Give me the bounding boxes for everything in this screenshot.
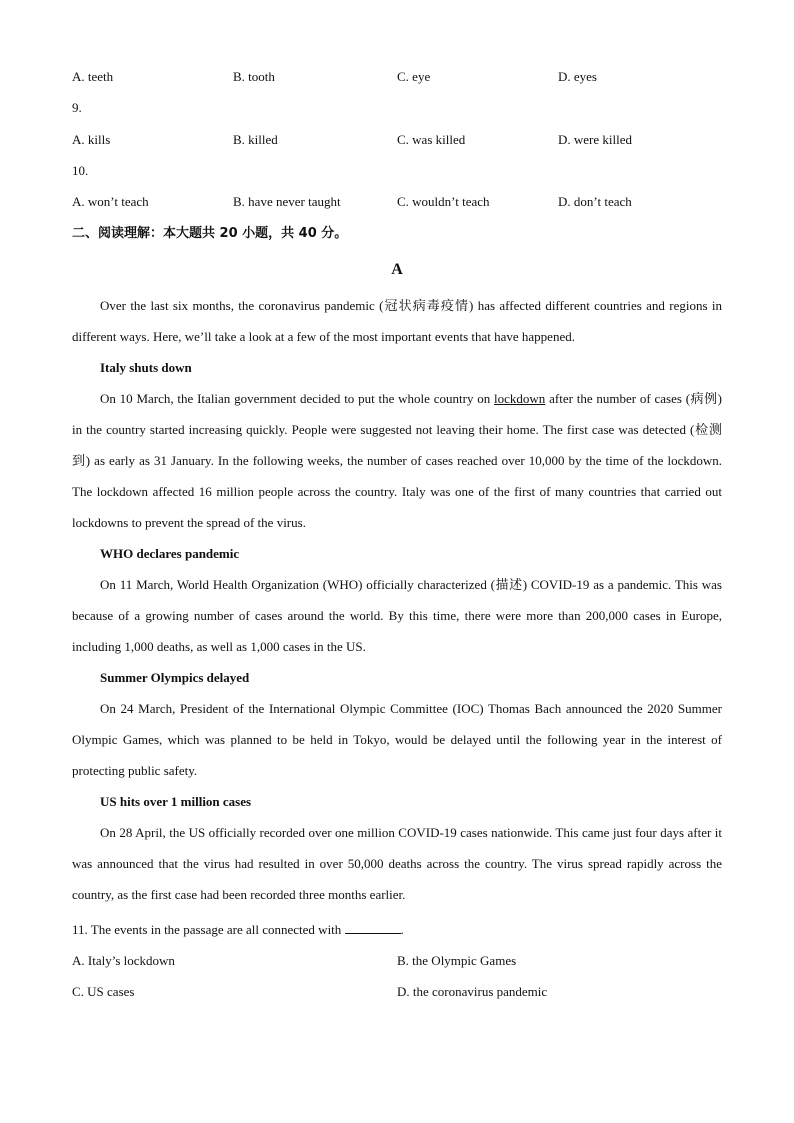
q10-option-a: A. won’t teach: [72, 194, 149, 209]
q11-option-a: A. Italy’s lockdown: [72, 953, 175, 968]
q10-option-b: B. have never taught: [233, 194, 341, 209]
q9-number: 9.: [72, 100, 82, 115]
q8-option-c: C. eye: [397, 69, 431, 84]
q9-option-b: B. killed: [233, 132, 278, 147]
q8-option-d: D. eyes: [558, 69, 597, 84]
q8-options: [72, 61, 732, 92]
q10-option-c: C. wouldn’t teach: [397, 194, 490, 209]
q9-option-a: A. kills: [72, 132, 111, 147]
q9-options: [72, 124, 732, 155]
q10-number: 10.: [72, 163, 89, 178]
q11-option-d: D. the coronavirus pandemic: [397, 984, 548, 999]
q10-option-d: D. don’t teach: [558, 194, 632, 209]
passage-title: A: [391, 261, 403, 278]
italy-paragraph: On 10 March, the Italian government decided to put the whole country on lockdown after the number of cases (病例) in the country started increasing quickly. People were suggested not leaving their home. The first case was detected (检测到) as early as 31 January. In the following weeks, the number of cases reached over 10,000 by the time of the lockdown. The lockdown affected 16 million people across the country. Italy was one of the first of many countries that carried out lockdowns to prevent the spread of the virus.: [72, 391, 722, 530]
q8-option-a: A. teeth: [72, 69, 114, 84]
q11-options-row1: [72, 945, 732, 976]
section-heading: 二、阅读理解：本大题共 20 小题，共 40 分。: [72, 226, 348, 241]
answer-blank: [345, 921, 401, 934]
subhead-who: WHO declares pandemic: [100, 546, 240, 561]
q9-option-d: D. were killed: [558, 132, 633, 147]
us-paragraph: On 28 April, the US officially recorded over one million COVID-19 cases nationwide. This came just four days after it was announced that the virus had resulted in over 50,000 deaths across the country. The virus spread rapidly across the country, as the first case had been recorded three months earlier.: [72, 825, 722, 902]
subhead-us: US hits over 1 million cases: [100, 794, 252, 809]
olympics-paragraph: On 24 March, President of the International Olympic Committee (IOC) Thomas Bach announced the 2020 Summer Olympic Games, which was planned to be held in Tokyo, would be delayed until the following year in the interest of protecting public safety.: [72, 701, 722, 778]
q10-options: [72, 186, 732, 217]
q11-options-row2: [72, 976, 732, 1007]
who-paragraph: On 11 March, World Health Organization (WHO) officially characterized (描述) COVID-19 as a pandemic. This was because of a growing number of cases around the world. By this time, there were more than 200,000 cases in Europe, including 1,000 deaths, as well as 1,000 cases in the US.: [72, 577, 722, 654]
intro-paragraph: Over the last six months, the coronavirus pandemic (冠状病毒疫情) has affected different countries and regions in different ways. Here, we’ll take a look at a few of the most important events that have happened.: [72, 298, 722, 344]
q8-option-b: B. tooth: [233, 69, 275, 84]
subhead-italy: Italy shuts down: [100, 360, 192, 375]
q11-stem: 11. The events in the passage are all connected with .: [72, 922, 404, 937]
q9-option-c: C. was killed: [397, 132, 466, 147]
q11-option-b: B. the Olympic Games: [397, 953, 517, 968]
q11-option-c: C. US cases: [72, 984, 135, 999]
passage-body: [72, 290, 722, 910]
underlined-word: lockdown: [494, 391, 546, 406]
subhead-olympics: Summer Olympics delayed: [100, 670, 250, 685]
